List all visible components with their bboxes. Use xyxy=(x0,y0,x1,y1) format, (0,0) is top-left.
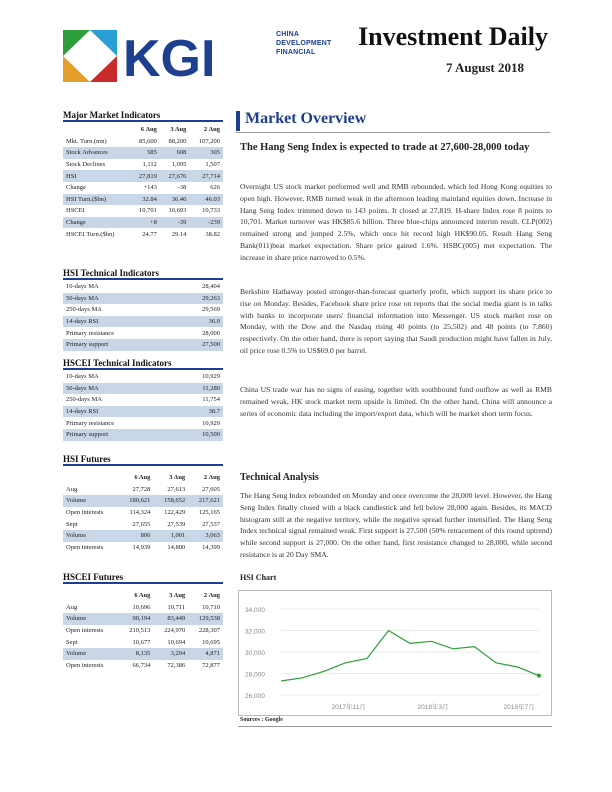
header-blank xyxy=(63,590,119,602)
table-row xyxy=(63,371,223,383)
brand-sub-line: CHINA xyxy=(276,31,300,38)
column-header: 6 Aug xyxy=(134,474,151,482)
section-title: Major Market Indicators xyxy=(63,110,161,120)
cell-value: 3,063 xyxy=(188,530,223,542)
x-tick-label: 2017年11月 xyxy=(331,704,366,711)
cell-value: 210,513 xyxy=(129,627,151,635)
cell-value: 10,929 xyxy=(202,373,220,381)
y-tick-label: 32,000 xyxy=(245,628,265,636)
row-label: 250-days MA xyxy=(66,306,102,314)
brand-sub-line: DEVELOPMENT xyxy=(276,40,332,47)
cell-value: 228,307 xyxy=(198,627,220,635)
cell-value: 32.84 xyxy=(130,194,160,206)
cell-value: 27,714 xyxy=(189,170,223,182)
row-label: Stock Advances xyxy=(63,147,130,159)
hsi-chart xyxy=(238,590,552,716)
cell-value: 28,404 xyxy=(202,283,220,291)
hsi-chart-svg xyxy=(239,591,551,715)
section-rule xyxy=(63,278,223,280)
cell-value: -39 xyxy=(160,217,190,229)
cell-value: -239 xyxy=(189,217,223,229)
row-label: Sept xyxy=(66,520,78,528)
table-row xyxy=(63,542,223,554)
row-label: Open interests xyxy=(66,661,104,669)
cell-value: 11,754 xyxy=(202,396,220,404)
cell-value: 28,000 xyxy=(202,329,220,337)
row-label: Mkt. Turn.(mn) xyxy=(66,137,107,145)
table-row xyxy=(63,518,223,530)
cell-value: 1,001 xyxy=(153,530,188,542)
row-label: Change xyxy=(63,217,130,229)
table-row xyxy=(63,339,223,351)
major-market-table xyxy=(63,124,223,240)
row-label: Aug xyxy=(66,485,78,493)
cell-value: 10,694 xyxy=(167,638,186,646)
row-label: Aug xyxy=(66,603,78,611)
cell-value: 85,600 xyxy=(139,137,157,145)
cell-value: 585 xyxy=(130,147,160,159)
cell-value: 608 xyxy=(160,147,190,159)
cell-value: 27,500 xyxy=(174,339,223,351)
cell-value: 158,652 xyxy=(153,495,188,507)
cell-value: 14,939 xyxy=(132,543,151,551)
cell-value: 29,263 xyxy=(174,293,223,305)
table-row xyxy=(63,293,223,305)
row-label: Sept xyxy=(66,638,78,646)
overview-paragraph: Overnight US stock market performed well and RMB rebounded, which led Hong Kong equities to open high. However, RMB turned weak in the afternoon leading mainland equities down. Increase in Hang Seng Index trimmed down to 143 points. It closed at 27,819. H-share Index rose 8 points to 10,701. Market turnover was HK$85.6 billion. Three blue-chips announced interim result. CLP(002) remained strong and jumped 2.5%, which once hit record high HK$90.05. Result Hang Seng Bank(011)beat market expectation. Share price gained 1.6%. HSBC(005) met expectation. The increase in share price narrowed to 0.5%. xyxy=(240,182,552,262)
headline: The Hang Seng Index is expected to trade at 27,600-28,000 today xyxy=(240,142,530,153)
hsi-tech-section xyxy=(63,268,223,351)
cell-value: 72,877 xyxy=(202,661,220,669)
cell-value: 10,677 xyxy=(132,638,151,646)
column-header: 2 Aug xyxy=(203,474,220,482)
chart-title: HSI Chart xyxy=(240,573,277,582)
row-label: 10-days MA xyxy=(66,283,99,291)
cell-value: 180,621 xyxy=(119,495,154,507)
cell-value: 129,538 xyxy=(188,613,223,625)
cell-value: 72,386 xyxy=(167,661,186,669)
table-row xyxy=(63,507,223,519)
hsi-futures-section xyxy=(63,454,223,553)
cell-value: 305 xyxy=(189,147,223,159)
technical-analysis-title: Technical Analysis xyxy=(240,472,319,483)
cell-value: 27,605 xyxy=(202,485,220,493)
table-row xyxy=(63,613,223,625)
cell-value: 10,733 xyxy=(202,207,220,215)
cell-value: 10,701 xyxy=(139,207,157,215)
table-row xyxy=(63,484,223,496)
table-row xyxy=(63,648,223,660)
cell-value: 217,621 xyxy=(188,495,223,507)
table-row xyxy=(63,429,223,441)
row-label: Primary support xyxy=(63,429,174,441)
column-header: 3 Aug xyxy=(170,126,187,134)
row-label: HSI Turn.($bn) xyxy=(63,194,130,206)
table-row xyxy=(63,147,223,159)
row-label: Open interests xyxy=(66,627,104,635)
cell-value: 27,537 xyxy=(202,520,220,528)
hscei-tech-table xyxy=(63,371,223,441)
kgi-logo xyxy=(63,28,273,84)
column-header: 3 Aug xyxy=(169,474,186,482)
table-row xyxy=(63,383,223,395)
row-label: Stock Declines xyxy=(66,161,106,169)
row-label: Primary resistance xyxy=(66,419,115,427)
cell-value: 29,569 xyxy=(202,306,220,314)
cell-value: 10,693 xyxy=(168,207,187,215)
cell-value: 27,613 xyxy=(167,485,186,493)
table-row xyxy=(63,394,223,406)
cell-value: 626 xyxy=(210,184,220,192)
cell-value: 1,095 xyxy=(171,161,187,169)
section-rule xyxy=(63,582,223,584)
table-row xyxy=(63,316,223,328)
row-label: HSCEI xyxy=(66,207,85,215)
row-label: 10-days MA xyxy=(66,373,99,381)
table-row xyxy=(63,228,223,240)
row-label: 14-days RSI xyxy=(63,406,174,418)
section-rule xyxy=(63,120,223,122)
table-row xyxy=(63,636,223,648)
section-rule xyxy=(63,464,223,466)
x-tick-label: 2018年7月 xyxy=(503,704,535,711)
row-label: Open interests xyxy=(66,509,104,517)
cell-value: 29.14 xyxy=(171,230,187,238)
section-title: HSCEI Futures xyxy=(63,572,124,582)
x-tick-label: 2018年3月 xyxy=(417,704,449,711)
chart-source: Sources : Google xyxy=(240,717,283,723)
y-tick-label: 26,000 xyxy=(245,693,265,700)
table-row xyxy=(63,182,223,194)
cell-value: 14,800 xyxy=(167,543,186,551)
hscei-tech-section xyxy=(63,358,223,441)
table-header-row xyxy=(63,590,223,602)
cell-value: +143 xyxy=(143,184,157,192)
table-row xyxy=(63,136,223,148)
header-blank xyxy=(63,124,130,136)
cell-value: 10,711 xyxy=(167,603,186,611)
cell-value: +8 xyxy=(130,217,160,229)
cell-value: 1,507 xyxy=(205,161,220,169)
row-label: Volume xyxy=(63,495,119,507)
cell-value: 38.82 xyxy=(205,230,220,238)
major-market-section xyxy=(63,110,223,240)
row-label: 50-days MA xyxy=(63,383,174,395)
market-overview-title: Market Overview xyxy=(245,110,367,127)
y-tick-label: 34,000 xyxy=(245,607,265,614)
table-row xyxy=(63,417,223,429)
cell-value: 83,449 xyxy=(153,613,188,625)
section-rule xyxy=(63,368,223,370)
cell-value: 806 xyxy=(119,530,154,542)
table-row xyxy=(63,660,223,672)
column-header: 3 Aug xyxy=(169,592,186,600)
cell-value: 38.7 xyxy=(174,406,223,418)
table-row xyxy=(63,281,223,293)
row-label: 250-days MA xyxy=(66,396,102,404)
row-label: Primary support xyxy=(63,339,174,351)
row-label: Volume xyxy=(63,648,119,660)
cell-value: 10,710 xyxy=(202,603,220,611)
hsi-tech-table xyxy=(63,281,223,351)
cell-value: 10,929 xyxy=(202,419,220,427)
table-row xyxy=(63,159,223,171)
cell-value: 46.03 xyxy=(189,194,223,206)
column-header: 2 Aug xyxy=(203,592,220,600)
cell-value: 10,696 xyxy=(132,603,151,611)
row-label: Primary resistance xyxy=(66,329,115,337)
cell-value: -38 xyxy=(177,184,187,192)
table-row xyxy=(63,406,223,418)
cell-value: 1,112 xyxy=(142,161,157,169)
section-accent-bar xyxy=(236,111,240,131)
bottom-rule xyxy=(238,726,552,727)
cell-value: 10,695 xyxy=(202,638,220,646)
cell-value: 107,200 xyxy=(198,137,220,145)
cell-value: 27,676 xyxy=(160,170,190,182)
row-label: Open interests xyxy=(66,543,104,551)
cell-value: 4,871 xyxy=(188,648,223,660)
section-title: HSI Technical Indicators xyxy=(63,268,160,278)
cell-value: 125,165 xyxy=(198,509,220,517)
page-title: Investment Daily xyxy=(358,22,548,51)
table-row xyxy=(63,625,223,637)
row-label: HSI xyxy=(63,170,130,182)
cell-value: 27,819 xyxy=(130,170,160,182)
cell-value: 66,734 xyxy=(132,661,151,669)
hsi-futures-table xyxy=(63,472,223,553)
table-header-row xyxy=(63,124,223,136)
table-row xyxy=(63,602,223,614)
cell-value: 114,324 xyxy=(129,509,151,517)
row-label: Change xyxy=(66,184,86,192)
cell-value: 36.0 xyxy=(174,316,223,328)
table-row xyxy=(63,327,223,339)
section-rule xyxy=(236,132,550,133)
table-row xyxy=(63,530,223,542)
header-blank xyxy=(63,472,119,484)
cell-value: 27,539 xyxy=(167,520,186,528)
table-header-row xyxy=(63,472,223,484)
cell-value: 122,429 xyxy=(164,509,186,517)
cell-value: 88,200 xyxy=(168,137,187,145)
cell-value: 224,970 xyxy=(164,627,186,635)
table-row xyxy=(63,194,223,206)
section-title: HSI Futures xyxy=(63,454,111,464)
brand-subtitle xyxy=(276,30,331,57)
report-date: 7 August 2018 xyxy=(445,60,524,75)
cell-value: 24.77 xyxy=(142,230,157,238)
y-tick-label: 28,000 xyxy=(245,671,265,679)
hscei-futures-section xyxy=(63,572,223,671)
hscei-futures-table xyxy=(63,590,223,671)
table-row xyxy=(63,205,223,217)
column-header: 6 Aug xyxy=(134,592,151,600)
overview-paragraph: Berkshire Hathaway posted stronger-than-forecast quarterly profit, which support its share price to rise on Monday. Besides, Facebook share price rose on reports that the social media giant is in talks with banks to incorporate users' financial information into Messenger. US stock market rose on Monday, with the Dow and the Nasdaq rising 40 points (to 25,502) and 48 points (to 7,860) respectively. On the other hand, there is report saying that Saudi production might have fallen in July, oil price rose 0.5% to US$69.0 per barrel. xyxy=(240,287,552,355)
row-label: 14-days RSI xyxy=(63,316,174,328)
cell-value: 36.46 xyxy=(160,194,190,206)
row-label: Volume xyxy=(63,613,119,625)
logo-wordmark: KGI xyxy=(123,30,216,84)
cell-value: 11,280 xyxy=(174,383,223,395)
cell-value: 14,399 xyxy=(202,543,220,551)
cell-value: 10,500 xyxy=(174,429,223,441)
table-row xyxy=(63,217,223,229)
y-tick-label: 30,000 xyxy=(245,650,265,657)
cell-value: 3,294 xyxy=(153,648,188,660)
column-header: 2 Aug xyxy=(203,126,220,134)
cell-value: 27,655 xyxy=(132,520,151,528)
row-label: 50-days MA xyxy=(63,293,174,305)
column-header: 6 Aug xyxy=(140,126,157,134)
row-label: Volume xyxy=(63,530,119,542)
section-title: HSCEI Technical Indicators xyxy=(63,358,172,368)
brand-sub-line: FINANCIAL xyxy=(276,49,316,56)
table-row xyxy=(63,304,223,316)
cell-value: 8,135 xyxy=(119,648,154,660)
technical-paragraph: The Hang Seng Index rebounded on Monday and once overcome the 28,000 level. However, the Hang Seng Index finally closed with a black candlestick and fell below 28,000 again. Besides, its MACD histogram still at the negative territory, while the negative spread further intensified. The Hang Seng Index technical signal remained weak. First support is 27,500 (50% retracement of this round uptrend) while second support is 27,000. On the other hand, first resistance changed to 28,000, while second resistance is at 20 Day SMA. xyxy=(240,491,552,559)
row-label: HSCEI Turn.($bn) xyxy=(66,230,115,238)
overview-paragraph: China US trade war has no signs of easing, together with southbound fund outflow as well as RMB remained weak, HK stock market term upside is limited. On the other hand, China will announce a series of economic data including the import/export data, which will be market short term focus. xyxy=(240,385,552,418)
cell-value: 27,728 xyxy=(132,485,151,493)
cell-value: 90,194 xyxy=(119,613,154,625)
table-row xyxy=(63,495,223,507)
last-point-marker xyxy=(537,674,541,678)
table-row xyxy=(63,170,223,182)
